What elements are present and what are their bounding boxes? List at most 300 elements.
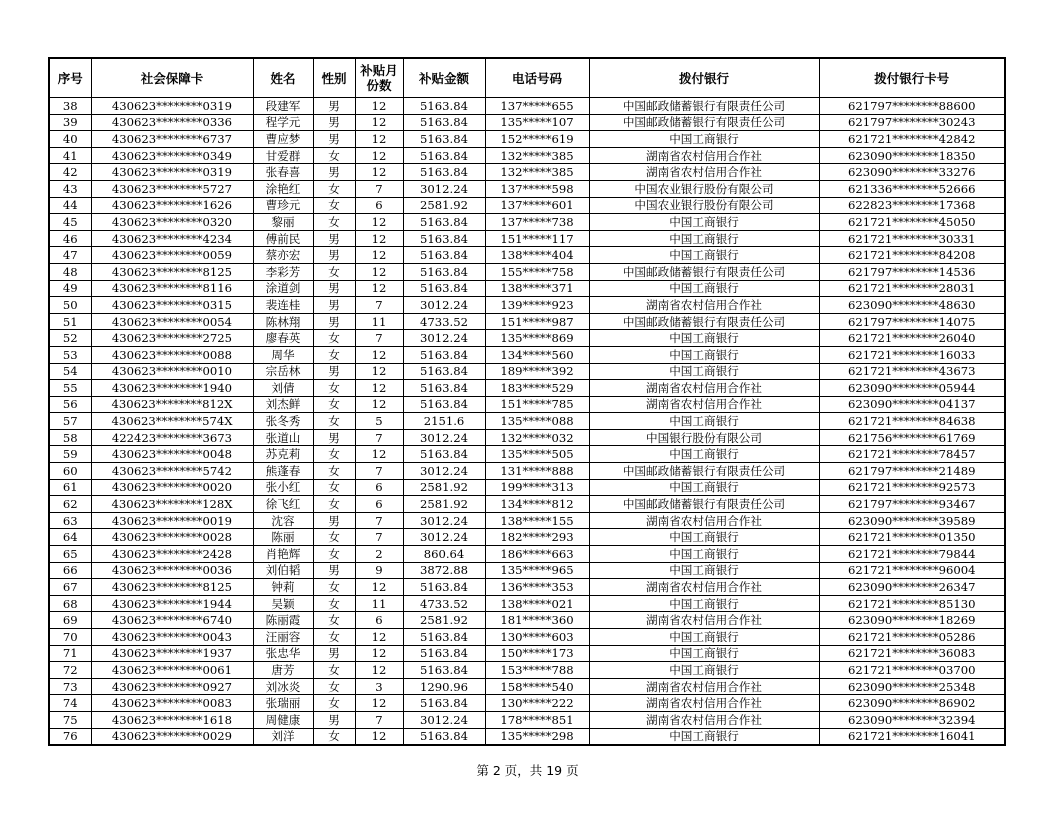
cell-seq: 52 (49, 330, 91, 347)
cell-bank: 湖南省农村信用合作社 (589, 147, 819, 164)
cell-subsidy-months: 12 (355, 214, 403, 231)
cell-bank: 中国农业银行股份有限公司 (589, 197, 819, 214)
cell-subsidy-months: 12 (355, 396, 403, 413)
cell-social-security-card: 430623********4234 (91, 230, 253, 247)
cell-bank: 中国邮政储蓄银行有限责任公司 (589, 98, 819, 115)
table-row (49, 529, 1005, 546)
cell-phone: 138*****021 (485, 595, 589, 612)
cell-name: 黎丽 (253, 214, 313, 231)
cell-bank: 中国工商银行 (589, 346, 819, 363)
cell-bank: 湖南省农村信用合作社 (589, 711, 819, 728)
cell-bank: 中国工商银行 (589, 247, 819, 264)
cell-bank: 中国邮政储蓄银行有限责任公司 (589, 263, 819, 280)
cell-gender: 女 (313, 479, 355, 496)
cell-subsidy-months: 12 (355, 131, 403, 148)
table-row (49, 214, 1005, 231)
cell-subsidy-months: 12 (355, 263, 403, 280)
cell-phone: 186*****663 (485, 546, 589, 563)
cell-phone: 130*****222 (485, 695, 589, 712)
cell-bank: 中国工商银行 (589, 629, 819, 646)
table-row (49, 197, 1005, 214)
cell-phone: 132*****032 (485, 429, 589, 446)
cell-subsidy-amount: 5163.84 (403, 263, 485, 280)
cell-phone: 135*****965 (485, 562, 589, 579)
cell-subsidy-amount: 5163.84 (403, 629, 485, 646)
table-row (49, 479, 1005, 496)
cell-subsidy-months: 12 (355, 579, 403, 596)
table-row (49, 147, 1005, 164)
cell-subsidy-amount: 5163.84 (403, 147, 485, 164)
header-gender: 性别 (313, 58, 355, 98)
cell-phone: 183*****529 (485, 380, 589, 397)
table-row (49, 496, 1005, 513)
cell-phone: 138*****371 (485, 280, 589, 297)
cell-subsidy-months: 7 (355, 529, 403, 546)
cell-seq: 66 (49, 562, 91, 579)
cell-subsidy-months: 12 (355, 662, 403, 679)
cell-bank-card: 621797********14075 (819, 313, 1005, 330)
cell-phone: 178*****851 (485, 711, 589, 728)
cell-bank: 中国银行股份有限公司 (589, 429, 819, 446)
cell-subsidy-months: 7 (355, 429, 403, 446)
cell-subsidy-months: 3 (355, 678, 403, 695)
cell-seq: 76 (49, 728, 91, 745)
cell-gender: 女 (313, 147, 355, 164)
cell-subsidy-months: 12 (355, 380, 403, 397)
cell-seq: 39 (49, 114, 91, 131)
cell-social-security-card: 430623********8116 (91, 280, 253, 297)
cell-phone: 152*****619 (485, 131, 589, 148)
cell-bank: 中国邮政储蓄银行有限责任公司 (589, 114, 819, 131)
cell-bank: 中国工商银行 (589, 645, 819, 662)
cell-social-security-card: 430623********8125 (91, 579, 253, 596)
header-social-security-card: 社会保障卡 (91, 58, 253, 98)
cell-bank: 中国农业银行股份有限公司 (589, 180, 819, 197)
cell-subsidy-amount: 5163.84 (403, 131, 485, 148)
cell-social-security-card: 430623********0320 (91, 214, 253, 231)
cell-gender: 女 (313, 496, 355, 513)
cell-bank: 湖南省农村信用合作社 (589, 380, 819, 397)
cell-bank-card: 621721********03700 (819, 662, 1005, 679)
cell-name: 涂艳红 (253, 180, 313, 197)
cell-bank-card: 621721********45050 (819, 214, 1005, 231)
cell-name: 唐芳 (253, 662, 313, 679)
table-row (49, 230, 1005, 247)
table-row (49, 396, 1005, 413)
cell-phone: 199*****313 (485, 479, 589, 496)
cell-social-security-card: 430623********0927 (91, 678, 253, 695)
header-subsidy-months: 补贴月份数 (355, 58, 403, 98)
cell-social-security-card: 430623********0319 (91, 164, 253, 181)
table-row (49, 380, 1005, 397)
table-row (49, 645, 1005, 662)
cell-seq: 74 (49, 695, 91, 712)
cell-gender: 男 (313, 313, 355, 330)
cell-seq: 63 (49, 512, 91, 529)
cell-bank-card: 621797********21489 (819, 463, 1005, 480)
cell-name: 曹应梦 (253, 131, 313, 148)
cell-name: 刘杰鲜 (253, 396, 313, 413)
cell-phone: 134*****560 (485, 346, 589, 363)
table-row (49, 263, 1005, 280)
cell-name: 傅前民 (253, 230, 313, 247)
cell-seq: 71 (49, 645, 91, 662)
header-name: 姓名 (253, 58, 313, 98)
cell-phone: 132*****385 (485, 164, 589, 181)
cell-phone: 181*****360 (485, 612, 589, 629)
cell-name: 徐飞红 (253, 496, 313, 513)
cell-gender: 男 (313, 562, 355, 579)
cell-phone: 182*****293 (485, 529, 589, 546)
cell-subsidy-amount: 2581.92 (403, 496, 485, 513)
cell-bank-card: 623090********25348 (819, 678, 1005, 695)
cell-social-security-card: 430623********8125 (91, 263, 253, 280)
cell-phone: 153*****788 (485, 662, 589, 679)
cell-subsidy-months: 12 (355, 230, 403, 247)
cell-seq: 47 (49, 247, 91, 264)
cell-bank-card: 621797********30243 (819, 114, 1005, 131)
cell-social-security-card: 430623********1940 (91, 380, 253, 397)
table-row (49, 114, 1005, 131)
cell-subsidy-months: 12 (355, 645, 403, 662)
cell-seq: 53 (49, 346, 91, 363)
cell-subsidy-amount: 5163.84 (403, 247, 485, 264)
cell-gender: 女 (313, 612, 355, 629)
cell-phone: 137*****655 (485, 98, 589, 115)
cell-subsidy-amount: 5163.84 (403, 446, 485, 463)
cell-subsidy-amount: 5163.84 (403, 662, 485, 679)
cell-subsidy-amount: 3012.24 (403, 297, 485, 314)
cell-phone: 151*****785 (485, 396, 589, 413)
cell-subsidy-amount: 5163.84 (403, 396, 485, 413)
table-row (49, 330, 1005, 347)
cell-bank-card: 621721********05286 (819, 629, 1005, 646)
cell-bank-card: 623090********48630 (819, 297, 1005, 314)
header-subsidy-amount: 补贴金额 (403, 58, 485, 98)
cell-gender: 女 (313, 413, 355, 430)
cell-name: 苏克莉 (253, 446, 313, 463)
cell-bank-card: 621721********16033 (819, 346, 1005, 363)
cell-gender: 女 (313, 197, 355, 214)
cell-seq: 44 (49, 197, 91, 214)
table-row (49, 562, 1005, 579)
cell-subsidy-amount: 3012.24 (403, 330, 485, 347)
cell-subsidy-amount: 3012.24 (403, 463, 485, 480)
cell-social-security-card: 430623********0061 (91, 662, 253, 679)
cell-phone: 158*****540 (485, 678, 589, 695)
cell-bank-card: 622823********17368 (819, 197, 1005, 214)
cell-seq: 49 (49, 280, 91, 297)
cell-subsidy-amount: 2581.92 (403, 197, 485, 214)
cell-bank: 中国工商银行 (589, 546, 819, 563)
cell-bank: 湖南省农村信用合作社 (589, 512, 819, 529)
cell-name: 陈林翔 (253, 313, 313, 330)
cell-subsidy-amount: 2151.6 (403, 413, 485, 430)
cell-gender: 男 (313, 164, 355, 181)
cell-social-security-card: 430623********2428 (91, 546, 253, 563)
cell-subsidy-amount: 5163.84 (403, 728, 485, 745)
cell-phone: 151*****987 (485, 313, 589, 330)
cell-subsidy-months: 12 (355, 147, 403, 164)
cell-subsidy-months: 9 (355, 562, 403, 579)
cell-gender: 女 (313, 629, 355, 646)
cell-subsidy-months: 12 (355, 446, 403, 463)
cell-seq: 56 (49, 396, 91, 413)
cell-subsidy-months: 7 (355, 512, 403, 529)
cell-seq: 64 (49, 529, 91, 546)
cell-bank-card: 621721********84208 (819, 247, 1005, 264)
cell-gender: 女 (313, 446, 355, 463)
cell-seq: 50 (49, 297, 91, 314)
cell-subsidy-months: 7 (355, 297, 403, 314)
cell-gender: 女 (313, 214, 355, 231)
cell-social-security-card: 430623********0020 (91, 479, 253, 496)
cell-bank: 中国工商银行 (589, 728, 819, 745)
cell-subsidy-months: 7 (355, 330, 403, 347)
cell-name: 甘爱群 (253, 147, 313, 164)
cell-subsidy-amount: 5163.84 (403, 363, 485, 380)
cell-name: 张小红 (253, 479, 313, 496)
cell-social-security-card: 430623********128X (91, 496, 253, 513)
cell-seq: 59 (49, 446, 91, 463)
cell-social-security-card: 430623********0043 (91, 629, 253, 646)
cell-social-security-card: 430623********0010 (91, 363, 253, 380)
cell-name: 刘倩 (253, 380, 313, 397)
cell-social-security-card: 430623********5727 (91, 180, 253, 197)
cell-bank: 中国工商银行 (589, 230, 819, 247)
cell-phone: 134*****812 (485, 496, 589, 513)
table-row (49, 512, 1005, 529)
cell-social-security-card: 430623********1944 (91, 595, 253, 612)
cell-bank-card: 623090********04137 (819, 396, 1005, 413)
table-row (49, 711, 1005, 728)
cell-bank: 湖南省农村信用合作社 (589, 164, 819, 181)
cell-seq: 55 (49, 380, 91, 397)
cell-name: 刘伯韬 (253, 562, 313, 579)
table-row (49, 678, 1005, 695)
header-row (49, 58, 1005, 98)
cell-bank-card: 621721********16041 (819, 728, 1005, 745)
cell-bank-card: 621721********28031 (819, 280, 1005, 297)
cell-subsidy-amount: 2581.92 (403, 612, 485, 629)
cell-name: 沈容 (253, 512, 313, 529)
cell-gender: 女 (313, 463, 355, 480)
cell-subsidy-amount: 5163.84 (403, 230, 485, 247)
cell-bank: 中国邮政储蓄银行有限责任公司 (589, 496, 819, 513)
cell-subsidy-amount: 3012.24 (403, 529, 485, 546)
cell-bank: 中国工商银行 (589, 479, 819, 496)
cell-bank-card: 621721********01350 (819, 529, 1005, 546)
cell-phone: 136*****353 (485, 579, 589, 596)
cell-name: 蔡亦宏 (253, 247, 313, 264)
cell-bank: 湖南省农村信用合作社 (589, 678, 819, 695)
cell-bank: 中国工商银行 (589, 363, 819, 380)
cell-seq: 72 (49, 662, 91, 679)
cell-bank: 湖南省农村信用合作社 (589, 297, 819, 314)
cell-subsidy-months: 12 (355, 695, 403, 712)
cell-name: 张瑞丽 (253, 695, 313, 712)
cell-seq: 42 (49, 164, 91, 181)
table-row (49, 180, 1005, 197)
cell-bank: 湖南省农村信用合作社 (589, 396, 819, 413)
cell-seq: 65 (49, 546, 91, 563)
cell-subsidy-amount: 4733.52 (403, 313, 485, 330)
cell-bank-card: 621336********52666 (819, 180, 1005, 197)
cell-phone: 137*****598 (485, 180, 589, 197)
cell-name: 张冬秀 (253, 413, 313, 430)
cell-gender: 男 (313, 131, 355, 148)
cell-subsidy-months: 7 (355, 711, 403, 728)
cell-name: 刘冰炎 (253, 678, 313, 695)
cell-subsidy-months: 12 (355, 280, 403, 297)
cell-seq: 45 (49, 214, 91, 231)
cell-subsidy-months: 11 (355, 595, 403, 612)
cell-gender: 男 (313, 297, 355, 314)
cell-social-security-card: 430623********1626 (91, 197, 253, 214)
cell-seq: 69 (49, 612, 91, 629)
cell-phone: 135*****088 (485, 413, 589, 430)
cell-name: 张春喜 (253, 164, 313, 181)
table-row (49, 728, 1005, 745)
cell-bank-card: 623090********18350 (819, 147, 1005, 164)
cell-seq: 41 (49, 147, 91, 164)
cell-phone: 138*****404 (485, 247, 589, 264)
cell-social-security-card: 430623********1618 (91, 711, 253, 728)
cell-gender: 女 (313, 662, 355, 679)
table-row (49, 579, 1005, 596)
cell-bank-card: 621797********93467 (819, 496, 1005, 513)
cell-bank-card: 621721********26040 (819, 330, 1005, 347)
cell-phone: 131*****888 (485, 463, 589, 480)
cell-gender: 女 (313, 695, 355, 712)
subsidy-table (48, 57, 1006, 746)
cell-seq: 73 (49, 678, 91, 695)
cell-bank-card: 621721********36083 (819, 645, 1005, 662)
cell-social-security-card: 430623********0319 (91, 98, 253, 115)
cell-subsidy-amount: 2581.92 (403, 479, 485, 496)
table-row (49, 612, 1005, 629)
cell-bank: 中国工商银行 (589, 214, 819, 231)
cell-social-security-card: 430623********0059 (91, 247, 253, 264)
cell-bank: 中国工商银行 (589, 330, 819, 347)
cell-name: 周华 (253, 346, 313, 363)
cell-phone: 138*****155 (485, 512, 589, 529)
cell-gender: 男 (313, 247, 355, 264)
cell-name: 钟莉 (253, 579, 313, 596)
cell-subsidy-amount: 5163.84 (403, 98, 485, 115)
cell-social-security-card: 430623********2725 (91, 330, 253, 347)
cell-social-security-card: 430623********0048 (91, 446, 253, 463)
cell-name: 张道山 (253, 429, 313, 446)
cell-social-security-card: 430623********0349 (91, 147, 253, 164)
cell-bank: 中国邮政储蓄银行有限责任公司 (589, 313, 819, 330)
cell-subsidy-months: 7 (355, 463, 403, 480)
cell-subsidy-amount: 3012.24 (403, 429, 485, 446)
cell-seq: 51 (49, 313, 91, 330)
cell-bank-card: 623090********18269 (819, 612, 1005, 629)
cell-phone: 189*****392 (485, 363, 589, 380)
cell-social-security-card: 430623********6737 (91, 131, 253, 148)
cell-subsidy-months: 12 (355, 346, 403, 363)
cell-phone: 150*****173 (485, 645, 589, 662)
cell-gender: 男 (313, 512, 355, 529)
cell-social-security-card: 430623********0088 (91, 346, 253, 363)
cell-name: 汪丽容 (253, 629, 313, 646)
cell-social-security-card: 430623********0029 (91, 728, 253, 745)
table-row (49, 98, 1005, 115)
cell-social-security-card: 430623********5742 (91, 463, 253, 480)
cell-gender: 女 (313, 728, 355, 745)
cell-subsidy-amount: 5163.84 (403, 695, 485, 712)
cell-social-security-card: 430623********0019 (91, 512, 253, 529)
cell-subsidy-amount: 3872.88 (403, 562, 485, 579)
cell-seq: 58 (49, 429, 91, 446)
cell-subsidy-months: 6 (355, 197, 403, 214)
cell-subsidy-amount: 860.64 (403, 546, 485, 563)
table-row (49, 346, 1005, 363)
table-row (49, 297, 1005, 314)
cell-bank-card: 623090********32394 (819, 711, 1005, 728)
cell-bank: 中国工商银行 (589, 595, 819, 612)
table-row (49, 363, 1005, 380)
cell-subsidy-amount: 5163.84 (403, 380, 485, 397)
cell-gender: 女 (313, 380, 355, 397)
cell-name: 裴连桂 (253, 297, 313, 314)
cell-phone: 130*****603 (485, 629, 589, 646)
cell-gender: 女 (313, 529, 355, 546)
cell-name: 程学元 (253, 114, 313, 131)
cell-name: 刘洋 (253, 728, 313, 745)
cell-name: 段建军 (253, 98, 313, 115)
cell-phone: 151*****117 (485, 230, 589, 247)
table-row (49, 446, 1005, 463)
cell-subsidy-months: 12 (355, 629, 403, 646)
cell-subsidy-amount: 3012.24 (403, 512, 485, 529)
cell-name: 熊蓬春 (253, 463, 313, 480)
cell-seq: 48 (49, 263, 91, 280)
cell-subsidy-amount: 5163.84 (403, 645, 485, 662)
table-row (49, 164, 1005, 181)
table-row (49, 595, 1005, 612)
cell-seq: 70 (49, 629, 91, 646)
cell-bank: 中国工商银行 (589, 562, 819, 579)
cell-subsidy-months: 12 (355, 164, 403, 181)
header-bank-card: 拨付银行卡号 (819, 58, 1005, 98)
cell-bank-card: 621721********78457 (819, 446, 1005, 463)
cell-bank: 中国工商银行 (589, 413, 819, 430)
cell-bank: 中国邮政储蓄银行有限责任公司 (589, 463, 819, 480)
cell-subsidy-months: 12 (355, 98, 403, 115)
cell-subsidy-months: 6 (355, 612, 403, 629)
cell-gender: 女 (313, 678, 355, 695)
cell-social-security-card: 430623********812X (91, 396, 253, 413)
cell-subsidy-amount: 5163.84 (403, 114, 485, 131)
table-row (49, 429, 1005, 446)
cell-social-security-card: 430623********0036 (91, 562, 253, 579)
cell-subsidy-amount: 1290.96 (403, 678, 485, 695)
cell-bank-card: 621721********42842 (819, 131, 1005, 148)
cell-seq: 46 (49, 230, 91, 247)
cell-subsidy-amount: 3012.24 (403, 711, 485, 728)
cell-social-security-card: 430623********574X (91, 413, 253, 430)
cell-bank-card: 621721********92573 (819, 479, 1005, 496)
header-bank: 拨付银行 (589, 58, 819, 98)
cell-social-security-card: 430623********0083 (91, 695, 253, 712)
cell-name: 曹珍元 (253, 197, 313, 214)
cell-name: 李彩芳 (253, 263, 313, 280)
cell-social-security-card: 430623********0336 (91, 114, 253, 131)
cell-phone: 137*****601 (485, 197, 589, 214)
